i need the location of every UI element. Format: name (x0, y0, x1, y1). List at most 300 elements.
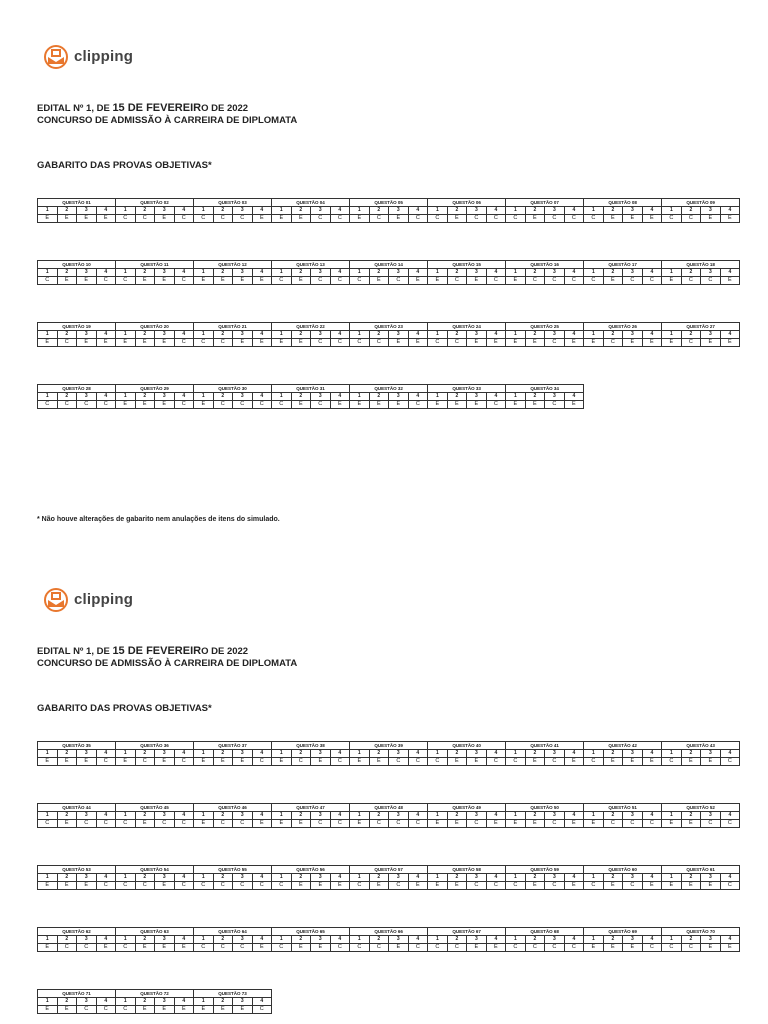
item-number: 2 (291, 331, 311, 339)
answer-cell: E (272, 215, 292, 223)
question-header: QUESTÃO 45 (116, 804, 194, 812)
answer-cell: E (135, 1006, 155, 1014)
question-header: QUESTÃO 19 (38, 323, 116, 331)
answer-cell: C (720, 758, 740, 766)
answer-cell: E (662, 882, 682, 890)
question-header: QUESTÃO 57 (350, 866, 428, 874)
answer-cell: E (623, 758, 643, 766)
answer-cell: C (174, 758, 194, 766)
item-number: 2 (369, 812, 389, 820)
item-number: 2 (57, 207, 77, 215)
question-header: QUESTÃO 46 (194, 804, 272, 812)
item-number: 3 (701, 936, 721, 944)
item-number: 3 (467, 874, 487, 882)
answer-cell: C (681, 277, 701, 285)
answer-cell: E (194, 277, 214, 285)
question-header: QUESTÃO 24 (428, 323, 506, 331)
question-header: QUESTÃO 61 (662, 866, 740, 874)
question-header: QUESTÃO 08 (584, 199, 662, 207)
item-number: 4 (564, 812, 584, 820)
answer-cell: C (330, 215, 350, 223)
item-number: 2 (135, 269, 155, 277)
answer-cell: E (57, 1006, 77, 1014)
item-number: 2 (525, 269, 545, 277)
item-number: 1 (428, 207, 448, 215)
item-number: 3 (155, 812, 175, 820)
item-number: 1 (38, 269, 58, 277)
answer-cell: E (233, 1006, 253, 1014)
answer-cell: C (311, 401, 331, 409)
item-number: 1 (662, 812, 682, 820)
answer-cell: C (662, 215, 682, 223)
answer-key-title: GABARITO DAS PROVAS OBJETIVAS* (37, 160, 212, 171)
answer-cell: C (506, 882, 526, 890)
answer-cell: C (545, 401, 565, 409)
question-header: QUESTÃO 37 (194, 742, 272, 750)
answer-cell: C (194, 339, 214, 347)
answer-cell: E (603, 944, 623, 952)
edital-line: EDITAL Nº 1, DE 15 DE FEVEREIRO DE 2022 (37, 102, 249, 114)
item-number: 2 (135, 874, 155, 882)
item-number: 3 (233, 393, 253, 401)
item-number: 4 (96, 874, 116, 882)
question-header: QUESTÃO 73 (194, 990, 272, 998)
item-number: 1 (272, 331, 292, 339)
answer-cell: C (233, 944, 253, 952)
item-number: 4 (564, 936, 584, 944)
item-number: 1 (194, 269, 214, 277)
item-number: 3 (545, 269, 565, 277)
answer-cell: C (116, 277, 136, 285)
answer-cell: E (720, 339, 740, 347)
question-header: QUESTÃO 70 (662, 928, 740, 936)
answer-cell: E (135, 944, 155, 952)
item-number: 2 (447, 331, 467, 339)
answer-cell: C (96, 758, 116, 766)
item-number: 2 (291, 207, 311, 215)
answer-cell: E (291, 339, 311, 347)
answer-cell: C (545, 339, 565, 347)
answer-cell: C (213, 944, 233, 952)
question-header: QUESTÃO 21 (194, 323, 272, 331)
answer-cell: C (701, 277, 721, 285)
item-number: 3 (701, 812, 721, 820)
item-number: 2 (291, 936, 311, 944)
item-number: 3 (155, 874, 175, 882)
answer-cell: C (252, 1006, 272, 1014)
item-number: 3 (467, 331, 487, 339)
item-number: 3 (467, 393, 487, 401)
item-number: 3 (545, 874, 565, 882)
answer-cell: E (389, 401, 409, 409)
item-number: 1 (38, 874, 58, 882)
answer-cell: E (369, 882, 389, 890)
answer-cell: E (525, 882, 545, 890)
item-number: 4 (642, 269, 662, 277)
item-number: 1 (506, 936, 526, 944)
answer-cell: C (57, 339, 77, 347)
answer-cell: E (564, 758, 584, 766)
item-number: 2 (681, 750, 701, 758)
answer-cell: E (213, 1006, 233, 1014)
answer-cell: E (291, 401, 311, 409)
item-number: 3 (233, 874, 253, 882)
answer-cell: C (720, 820, 740, 828)
contest-title: CONCURSO DE ADMISSÃO À CARREIRA DE DIPLOMATA (37, 115, 298, 126)
answer-cell: E (603, 215, 623, 223)
answer-cell: C (447, 339, 467, 347)
question-header: QUESTÃO 10 (38, 261, 116, 269)
clipping-logo-icon (42, 585, 70, 613)
answer-row (37, 989, 272, 1014)
item-number: 2 (213, 874, 233, 882)
item-number: 2 (681, 874, 701, 882)
answer-cell: C (135, 215, 155, 223)
answer-cell: E (311, 882, 331, 890)
answer-cell: C (330, 277, 350, 285)
answer-cell: C (272, 944, 292, 952)
answer-cell: E (701, 882, 721, 890)
answer-cell: C (564, 277, 584, 285)
answer-cell: C (233, 401, 253, 409)
answer-cell: C (408, 401, 428, 409)
answer-cell: E (57, 758, 77, 766)
answer-cell: C (116, 215, 136, 223)
answer-cell: E (252, 820, 272, 828)
item-number: 1 (272, 750, 292, 758)
answer-cell: C (174, 215, 194, 223)
item-number: 2 (213, 331, 233, 339)
question-header: QUESTÃO 32 (350, 385, 428, 393)
answer-cell: E (38, 882, 58, 890)
item-number: 1 (584, 269, 604, 277)
item-number: 4 (252, 269, 272, 277)
answer-cell: E (311, 944, 331, 952)
item-number: 1 (428, 393, 448, 401)
answer-cell: E (720, 944, 740, 952)
contest-title: CONCURSO DE ADMISSÃO À CARREIRA DE DIPLOMATA (37, 658, 298, 669)
answer-cell: E (252, 339, 272, 347)
answer-cell: C (96, 882, 116, 890)
answer-cell: C (545, 882, 565, 890)
answer-cell: E (116, 758, 136, 766)
item-number: 4 (564, 331, 584, 339)
answer-cell: E (662, 820, 682, 828)
question-header: QUESTÃO 63 (116, 928, 194, 936)
item-number: 4 (564, 207, 584, 215)
answer-cell: C (116, 820, 136, 828)
item-number: 1 (194, 393, 214, 401)
item-number: 4 (486, 874, 506, 882)
answer-cell: E (486, 820, 506, 828)
item-number: 3 (389, 750, 409, 758)
item-number: 1 (194, 998, 214, 1006)
item-number: 1 (428, 936, 448, 944)
question-header: QUESTÃO 43 (662, 742, 740, 750)
answer-cell: C (408, 758, 428, 766)
answer-cell: C (116, 944, 136, 952)
item-number: 3 (389, 812, 409, 820)
answer-cell: C (467, 882, 487, 890)
answer-cell: E (584, 944, 604, 952)
item-number: 2 (447, 393, 467, 401)
question-header: QUESTÃO 28 (38, 385, 116, 393)
question-header: QUESTÃO 38 (272, 742, 350, 750)
answer-cell: C (506, 758, 526, 766)
answer-cell: C (350, 944, 370, 952)
item-number: 1 (272, 812, 292, 820)
item-number: 2 (213, 393, 233, 401)
item-number: 4 (486, 331, 506, 339)
item-number: 1 (584, 812, 604, 820)
answer-cell: C (389, 882, 409, 890)
item-number: 4 (96, 812, 116, 820)
answer-cell: E (252, 277, 272, 285)
answer-cell: C (369, 820, 389, 828)
item-number: 4 (720, 874, 740, 882)
answer-cell: C (233, 215, 253, 223)
item-number: 3 (701, 331, 721, 339)
answer-cell: C (213, 401, 233, 409)
item-number: 4 (720, 812, 740, 820)
answer-cell: C (77, 820, 97, 828)
question-header: QUESTÃO 17 (584, 261, 662, 269)
item-number: 4 (564, 750, 584, 758)
question-header: QUESTÃO 65 (272, 928, 350, 936)
answer-cell: C (428, 339, 448, 347)
item-number: 2 (213, 812, 233, 820)
answer-cell: E (350, 401, 370, 409)
item-number: 1 (662, 936, 682, 944)
item-number: 3 (77, 207, 97, 215)
answer-cell: E (681, 882, 701, 890)
item-number: 4 (174, 331, 194, 339)
answer-cell: C (330, 944, 350, 952)
item-number: 1 (272, 874, 292, 882)
item-number: 1 (350, 207, 370, 215)
answer-cell: C (545, 820, 565, 828)
item-number: 1 (506, 207, 526, 215)
answer-cell: C (486, 401, 506, 409)
answer-cell: E (603, 277, 623, 285)
item-number: 1 (662, 269, 682, 277)
answer-cell: E (486, 339, 506, 347)
answer-cell: C (545, 944, 565, 952)
answer-cell: E (428, 882, 448, 890)
question-header: QUESTÃO 22 (272, 323, 350, 331)
item-number: 4 (486, 207, 506, 215)
answer-cell: E (467, 758, 487, 766)
answer-cell: E (447, 215, 467, 223)
answer-cell: E (57, 820, 77, 828)
answer-cell: E (681, 758, 701, 766)
item-number: 1 (194, 331, 214, 339)
item-number: 2 (369, 936, 389, 944)
answer-cell: E (77, 758, 97, 766)
answer-cell: C (174, 339, 194, 347)
question-header: QUESTÃO 14 (350, 261, 428, 269)
answer-cell: C (642, 820, 662, 828)
item-number: 1 (428, 750, 448, 758)
item-number: 2 (213, 750, 233, 758)
question-header: QUESTÃO 67 (428, 928, 506, 936)
answer-cell: E (38, 215, 58, 223)
answer-cell: C (350, 277, 370, 285)
item-number: 2 (57, 812, 77, 820)
brand-name: clipping (74, 47, 134, 65)
item-number: 2 (681, 812, 701, 820)
answer-cell: E (467, 339, 487, 347)
item-number: 2 (525, 812, 545, 820)
item-number: 4 (408, 812, 428, 820)
item-number: 3 (701, 207, 721, 215)
item-number: 2 (447, 207, 467, 215)
answer-cell: C (545, 277, 565, 285)
item-number: 2 (603, 812, 623, 820)
answer-cell: E (155, 758, 175, 766)
item-number: 2 (603, 750, 623, 758)
answer-cell: E (506, 401, 526, 409)
answer-cell: E (77, 277, 97, 285)
item-number: 1 (272, 393, 292, 401)
item-number: 4 (642, 207, 662, 215)
answer-cell: E (213, 758, 233, 766)
item-number: 2 (447, 269, 467, 277)
answer-cell: E (155, 277, 175, 285)
item-number: 3 (233, 750, 253, 758)
answer-cell: E (272, 758, 292, 766)
item-number: 4 (252, 750, 272, 758)
item-number: 3 (77, 269, 97, 277)
question-header: QUESTÃO 30 (194, 385, 272, 393)
item-number: 3 (311, 936, 331, 944)
answer-cell: E (233, 277, 253, 285)
answer-key-title: GABARITO DAS PROVAS OBJETIVAS* (37, 703, 212, 714)
item-number: 3 (623, 331, 643, 339)
question-header: QUESTÃO 07 (506, 199, 584, 207)
item-number: 4 (174, 812, 194, 820)
item-number: 4 (174, 874, 194, 882)
item-number: 2 (525, 936, 545, 944)
question-header: QUESTÃO 36 (116, 742, 194, 750)
question-header: QUESTÃO 15 (428, 261, 506, 269)
item-number: 4 (642, 750, 662, 758)
answer-cell: E (194, 1006, 214, 1014)
item-number: 2 (57, 331, 77, 339)
answer-cell: E (233, 758, 253, 766)
item-number: 2 (57, 269, 77, 277)
item-number: 3 (701, 750, 721, 758)
answer-cell: C (623, 820, 643, 828)
item-number: 2 (369, 750, 389, 758)
item-number: 4 (720, 207, 740, 215)
item-number: 1 (350, 936, 370, 944)
item-number: 4 (252, 998, 272, 1006)
item-number: 2 (57, 393, 77, 401)
item-number: 4 (252, 936, 272, 944)
item-number: 4 (564, 874, 584, 882)
answer-cell: E (525, 758, 545, 766)
answer-cell: E (662, 339, 682, 347)
item-number: 1 (506, 874, 526, 882)
answer-cell: E (213, 277, 233, 285)
answer-cell: E (96, 944, 116, 952)
item-number: 2 (369, 393, 389, 401)
answer-cell: E (291, 277, 311, 285)
question-header: QUESTÃO 01 (38, 199, 116, 207)
answer-cell: C (486, 215, 506, 223)
item-number: 1 (194, 812, 214, 820)
item-number: 3 (467, 936, 487, 944)
answer-cell: C (330, 758, 350, 766)
item-number: 2 (525, 874, 545, 882)
answer-cell: C (389, 820, 409, 828)
item-number: 3 (233, 207, 253, 215)
answer-cell: E (311, 758, 331, 766)
answer-cell: E (155, 944, 175, 952)
answer-cell: C (96, 401, 116, 409)
item-number: 1 (584, 936, 604, 944)
item-number: 3 (311, 874, 331, 882)
item-number: 2 (603, 207, 623, 215)
answer-cell: C (584, 215, 604, 223)
answer-cell: E (701, 215, 721, 223)
answer-cell: C (350, 339, 370, 347)
answer-cell: E (369, 401, 389, 409)
item-number: 2 (135, 750, 155, 758)
answer-cell: C (213, 339, 233, 347)
question-header: QUESTÃO 71 (38, 990, 116, 998)
answer-cell: E (350, 758, 370, 766)
question-header: QUESTÃO 29 (116, 385, 194, 393)
item-number: 2 (447, 812, 467, 820)
answer-cell: C (428, 944, 448, 952)
item-number: 2 (447, 874, 467, 882)
item-number: 3 (311, 331, 331, 339)
answer-cell: E (428, 820, 448, 828)
question-header: QUESTÃO 48 (350, 804, 428, 812)
item-number: 1 (350, 393, 370, 401)
answer-cell: C (57, 401, 77, 409)
question-header: QUESTÃO 40 (428, 742, 506, 750)
answer-cell: E (701, 944, 721, 952)
item-number: 4 (96, 936, 116, 944)
item-number: 4 (720, 936, 740, 944)
answer-cell: C (623, 277, 643, 285)
item-number: 3 (233, 936, 253, 944)
answer-cell: E (467, 944, 487, 952)
answer-cell: C (135, 758, 155, 766)
answer-cell: E (194, 820, 214, 828)
answer-cell: C (213, 820, 233, 828)
question-header: QUESTÃO 11 (116, 261, 194, 269)
question-header: QUESTÃO 47 (272, 804, 350, 812)
answer-cell: C (486, 882, 506, 890)
question-header: QUESTÃO 54 (116, 866, 194, 874)
answer-cell: E (447, 820, 467, 828)
item-number: 3 (545, 207, 565, 215)
item-number: 1 (116, 874, 136, 882)
item-number: 3 (77, 393, 97, 401)
answer-cell: E (116, 401, 136, 409)
item-number: 1 (428, 812, 448, 820)
answer-cell: E (662, 277, 682, 285)
item-number: 2 (291, 812, 311, 820)
question-header: QUESTÃO 13 (272, 261, 350, 269)
answer-cell: C (603, 339, 623, 347)
answer-cell: C (428, 758, 448, 766)
answer-cell: E (564, 339, 584, 347)
